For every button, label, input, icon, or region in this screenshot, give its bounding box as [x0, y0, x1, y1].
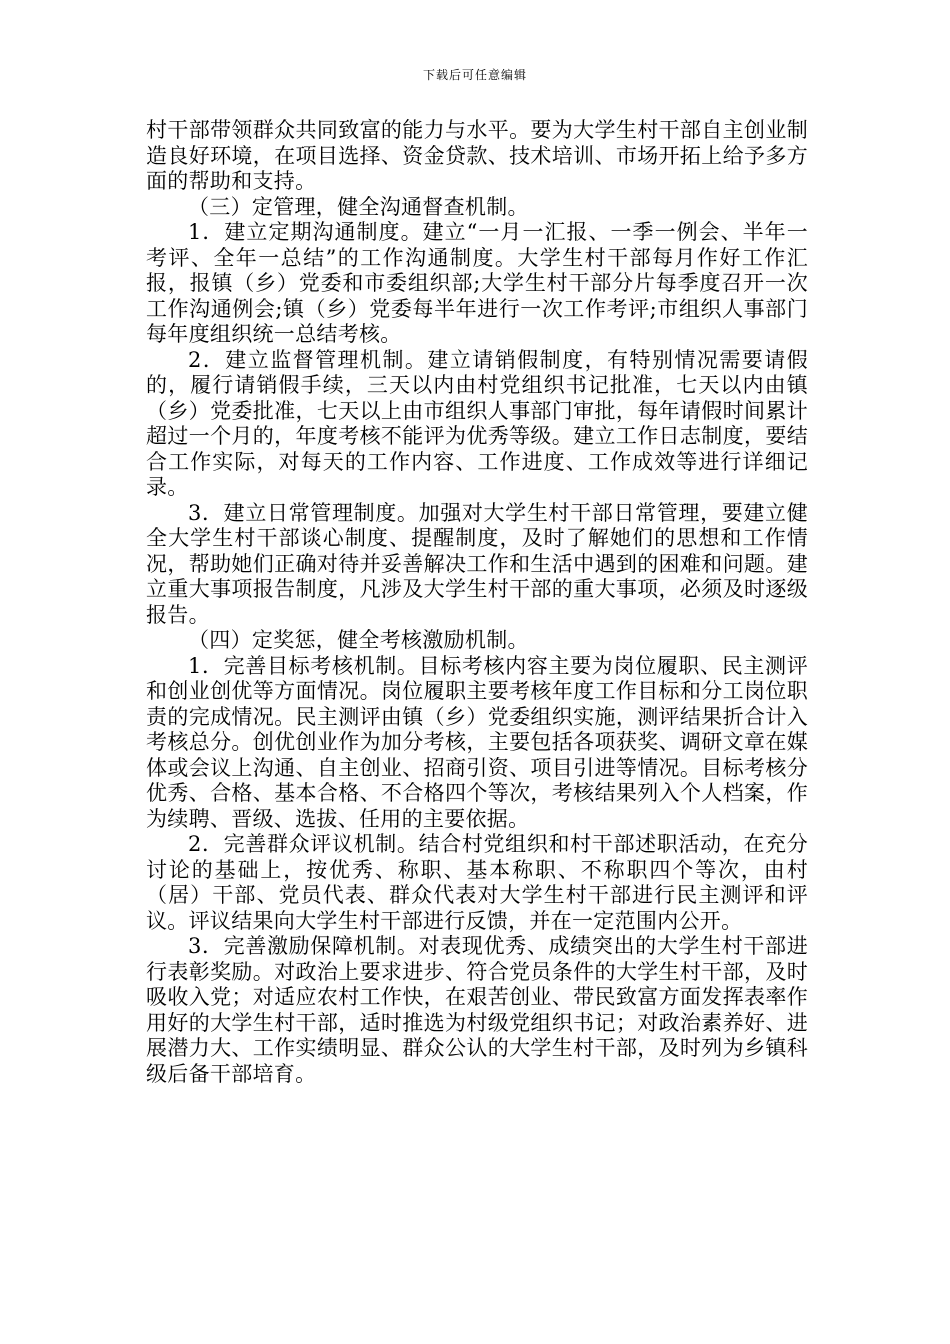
paragraph: 1．完善目标考核机制。目标考核内容主要为岗位履职、民主测评和创业创优等方面情况。岗位履职主要考核年度工作目标和分工岗位职责的完成情况。民主测评由镇（乡）党委组织实施，测评结果折合计入考核总分。创优创业作为加分考核，主要包括各项获奖、调研文章在媒体或会议上沟通、自主创业、招商引资、项目引进等情况。目标考核分优秀、合格、基本合格、不合格四个等次，考核结果列入个人档案，作为续聘、晋级、选拔、任用的主要依据。: [146, 653, 808, 831]
document-body: [146, 118, 808, 1087]
header-note: 下载后可任意编辑: [422, 68, 527, 82]
section-heading-4: （四）定奖惩，健全考核激励机制。: [188, 628, 529, 652]
section-heading-3: （三）定管理，健全沟通督查机制。: [188, 194, 529, 219]
paragraph: 3．完善激励保障机制。对表现优秀、成绩突出的大学生村干部进行表彰奖励。对政治上要求进步、符合党员条件的大学生村干部，及时吸收入党；对适应农村工作快，在艰苦创业、带民致富方面发挥表率作用好的大学生村干部，适时推选为村级党组织书记；对政治素养好、进展潜力大、工作实绩明显、群众公认的大学生村干部，及时列为乡镇科级后备干部培育。: [146, 934, 808, 1086]
paragraph: 2．完善群众评议机制。结合村党组织和村干部述职活动，在充分讨论的基础上，按优秀、称职、基本称职、不称职四个等次，由村（居）干部、党员代表、群众代表对大学生村干部进行民主测评和评议。评议结果向大学生村干部进行反馈，并在一定范围内公开。: [146, 832, 808, 933]
paragraph: 1．建立定期沟通制度。建立“一月一汇报、一季一例会、半年一考评、全年一总结”的工作沟通制度。大学生村干部每月作好工作汇报，报镇（乡）党委和市委组织部;大学生村干部分片每季度召开一次工作沟通例会;镇（乡）党委每半年进行一次工作考评;市组织人事部门每年度组织统一总结考核。: [146, 220, 808, 346]
paragraph: 3．建立日常管理制度。加强对大学生村干部日常管理，要建立健全大学生村干部谈心制度、提醒制度，及时了解她们的思想和工作情况，帮助她们正确对待并妥善解决工作和生活中遇到的困难和问题。建立重大事项报告制度，凡涉及大学生村干部的重大事项，必须及时逐级报告。: [146, 500, 808, 627]
paragraph: 村干部带领群众共同致富的能力与水平。要为大学生村干部自主创业制造良好环境，在项目选择、资金贷款、技术培训、市场开拓上给予多方面的帮助和支持。: [146, 118, 808, 193]
paragraph: 2．建立监督管理机制。建立请销假制度，有特别情况需要请假的，履行请销假手续，三天以内由村党组织书记批准，七天以内由镇（乡）党委批准，七天以上由市组织人事部门审批，每年请假时间累计超过一个月的，年度考核不能评为优秀等级。建立工作日志制度，要结合工作实际，对每天的工作内容、工作进度、工作成效等进行详细记录。: [146, 347, 808, 499]
